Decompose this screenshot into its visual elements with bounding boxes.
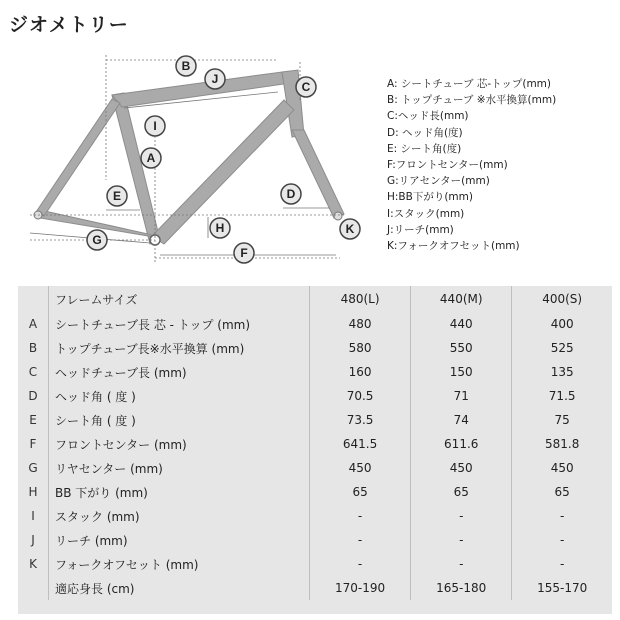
row-value: - — [310, 552, 411, 576]
row-value: 641.5 — [310, 432, 411, 456]
svg-text:F: F — [240, 246, 248, 260]
legend-item: C:ヘッド長(mm) — [387, 110, 469, 123]
row-value: 150 — [411, 360, 512, 384]
row-value: 75 — [512, 408, 612, 432]
row-letter: J — [31, 533, 35, 547]
svg-text:D: D — [286, 187, 296, 201]
row-label: リーチ (mm) — [49, 528, 310, 552]
row-value: - — [310, 528, 411, 552]
diagram-label-k — [340, 219, 360, 239]
row-label: リヤセンター (mm) — [49, 456, 310, 480]
row-value: - — [411, 504, 512, 528]
diagram-label-f — [234, 243, 254, 263]
diagram-label-i — [145, 116, 165, 136]
row-value: 74 — [411, 408, 512, 432]
diagram-label-h — [210, 218, 230, 238]
row-letter: A — [28, 317, 38, 331]
row-letter: C — [28, 365, 38, 379]
table-row — [18, 312, 612, 336]
table-row — [18, 456, 612, 480]
row-value: - — [512, 528, 612, 552]
diagram-label-d — [281, 184, 301, 204]
table-row — [18, 528, 612, 552]
svg-text:G: G — [92, 233, 102, 247]
row-label: フロントセンター (mm) — [49, 432, 310, 456]
row-value: - — [310, 504, 411, 528]
row-letter: I — [31, 509, 35, 523]
frame-geometry-diagram — [0, 0, 380, 280]
row-value: 580 — [310, 336, 411, 360]
diagram-label-g — [87, 230, 107, 250]
row-letter: K — [29, 557, 37, 571]
diagram-label-e — [107, 186, 127, 206]
svg-text:C: C — [301, 80, 311, 94]
legend-item: J:リーチ(mm) — [387, 223, 454, 236]
size-header-m: 440(M) — [411, 286, 512, 312]
svg-text:J: J — [211, 72, 219, 86]
svg-text:I: I — [153, 119, 157, 133]
row-value: 70.5 — [310, 384, 411, 408]
row-letter: H — [28, 485, 38, 499]
page-title: ジオメトリー — [9, 14, 129, 36]
row-value: 135 — [512, 360, 612, 384]
row-letter: B — [28, 341, 38, 355]
row-value: 71.5 — [512, 384, 612, 408]
svg-text:H: H — [215, 221, 225, 235]
table-footer-row — [18, 576, 612, 600]
row-value: 65 — [411, 480, 512, 504]
table-row — [18, 336, 612, 360]
legend-item: A: シートチューブ 芯-トップ(mm) — [387, 78, 551, 90]
row-label: BB 下がり (mm) — [49, 480, 310, 504]
legend-item: F:フロントセンター(mm) — [387, 159, 508, 172]
table-row — [18, 552, 612, 576]
row-letter: D — [28, 389, 38, 403]
row-value: 71 — [411, 384, 512, 408]
row-value: 450 — [310, 456, 411, 480]
legend-item: D: ヘッド角(度) — [387, 126, 463, 139]
legend-item: I:スタック(mm) — [387, 207, 465, 220]
row-value: 611.6 — [411, 432, 512, 456]
height-value: 165-180 — [411, 576, 512, 600]
row-value: - — [411, 552, 512, 576]
size-header-l: 480(L) — [310, 286, 411, 312]
row-label: ヘッドチューブ長 (mm) — [49, 360, 310, 384]
svg-text:K: K — [345, 222, 355, 236]
height-value: 170-190 — [310, 576, 411, 600]
diagram-label-b — [176, 56, 196, 76]
row-value: 160 — [310, 360, 411, 384]
row-value: 400 — [512, 312, 612, 336]
row-value: 581.8 — [512, 432, 612, 456]
height-value: 155-170 — [512, 576, 612, 600]
row-label: スタック (mm) — [49, 504, 310, 528]
svg-text:B: B — [181, 59, 191, 73]
row-letter: E — [29, 413, 37, 427]
row-label: トップチューブ長※水平換算 (mm) — [49, 336, 310, 360]
row-value: 450 — [512, 456, 612, 480]
table-row — [18, 480, 612, 504]
row-value: 450 — [411, 456, 512, 480]
row-value: 480 — [310, 312, 411, 336]
diagram-label-j — [205, 69, 225, 89]
row-label: フォークオフセット (mm) — [49, 552, 310, 576]
row-label: ヘッド角 ( 度 ) — [49, 384, 310, 408]
table-header-row — [18, 286, 612, 312]
row-value: 65 — [310, 480, 411, 504]
row-value: 440 — [411, 312, 512, 336]
row-value: - — [411, 528, 512, 552]
size-header-label: フレームサイズ — [49, 286, 310, 312]
legend-item: G:リアセンター(mm) — [387, 175, 490, 188]
row-value: - — [512, 552, 612, 576]
svg-text:A: A — [146, 151, 156, 165]
row-label: シートチューブ長 芯 - トップ (mm) — [49, 312, 310, 336]
legend-item: E: シート角(度) — [387, 142, 462, 155]
geometry-legend — [387, 76, 556, 254]
row-letter: F — [29, 437, 37, 451]
diagram-label-a — [141, 148, 161, 168]
legend-item: B: トップチューブ ※水平換算(mm) — [387, 94, 557, 107]
row-value: 65 — [512, 480, 612, 504]
table-row — [18, 360, 612, 384]
bike-frame — [36, 70, 344, 244]
row-label: シート角 ( 度 ) — [49, 408, 310, 432]
row-value: 525 — [512, 336, 612, 360]
table-row — [18, 432, 612, 456]
geometry-table — [18, 286, 612, 614]
front-dropout — [334, 212, 342, 220]
table-row — [18, 408, 612, 432]
table-row — [18, 384, 612, 408]
legend-item: H:BB下がり(mm) — [387, 191, 473, 204]
row-value: 550 — [411, 336, 512, 360]
table-row — [18, 504, 612, 528]
diagram-label-c — [296, 77, 316, 97]
row-value: 73.5 — [310, 408, 411, 432]
row-value: - — [512, 504, 612, 528]
size-header-s: 400(S) — [512, 286, 612, 312]
legend-item: K:フォークオフセット(mm) — [387, 240, 520, 253]
height-label: 適応身長 (cm) — [49, 576, 310, 600]
row-letter: G — [28, 461, 38, 475]
svg-text:E: E — [112, 189, 122, 203]
